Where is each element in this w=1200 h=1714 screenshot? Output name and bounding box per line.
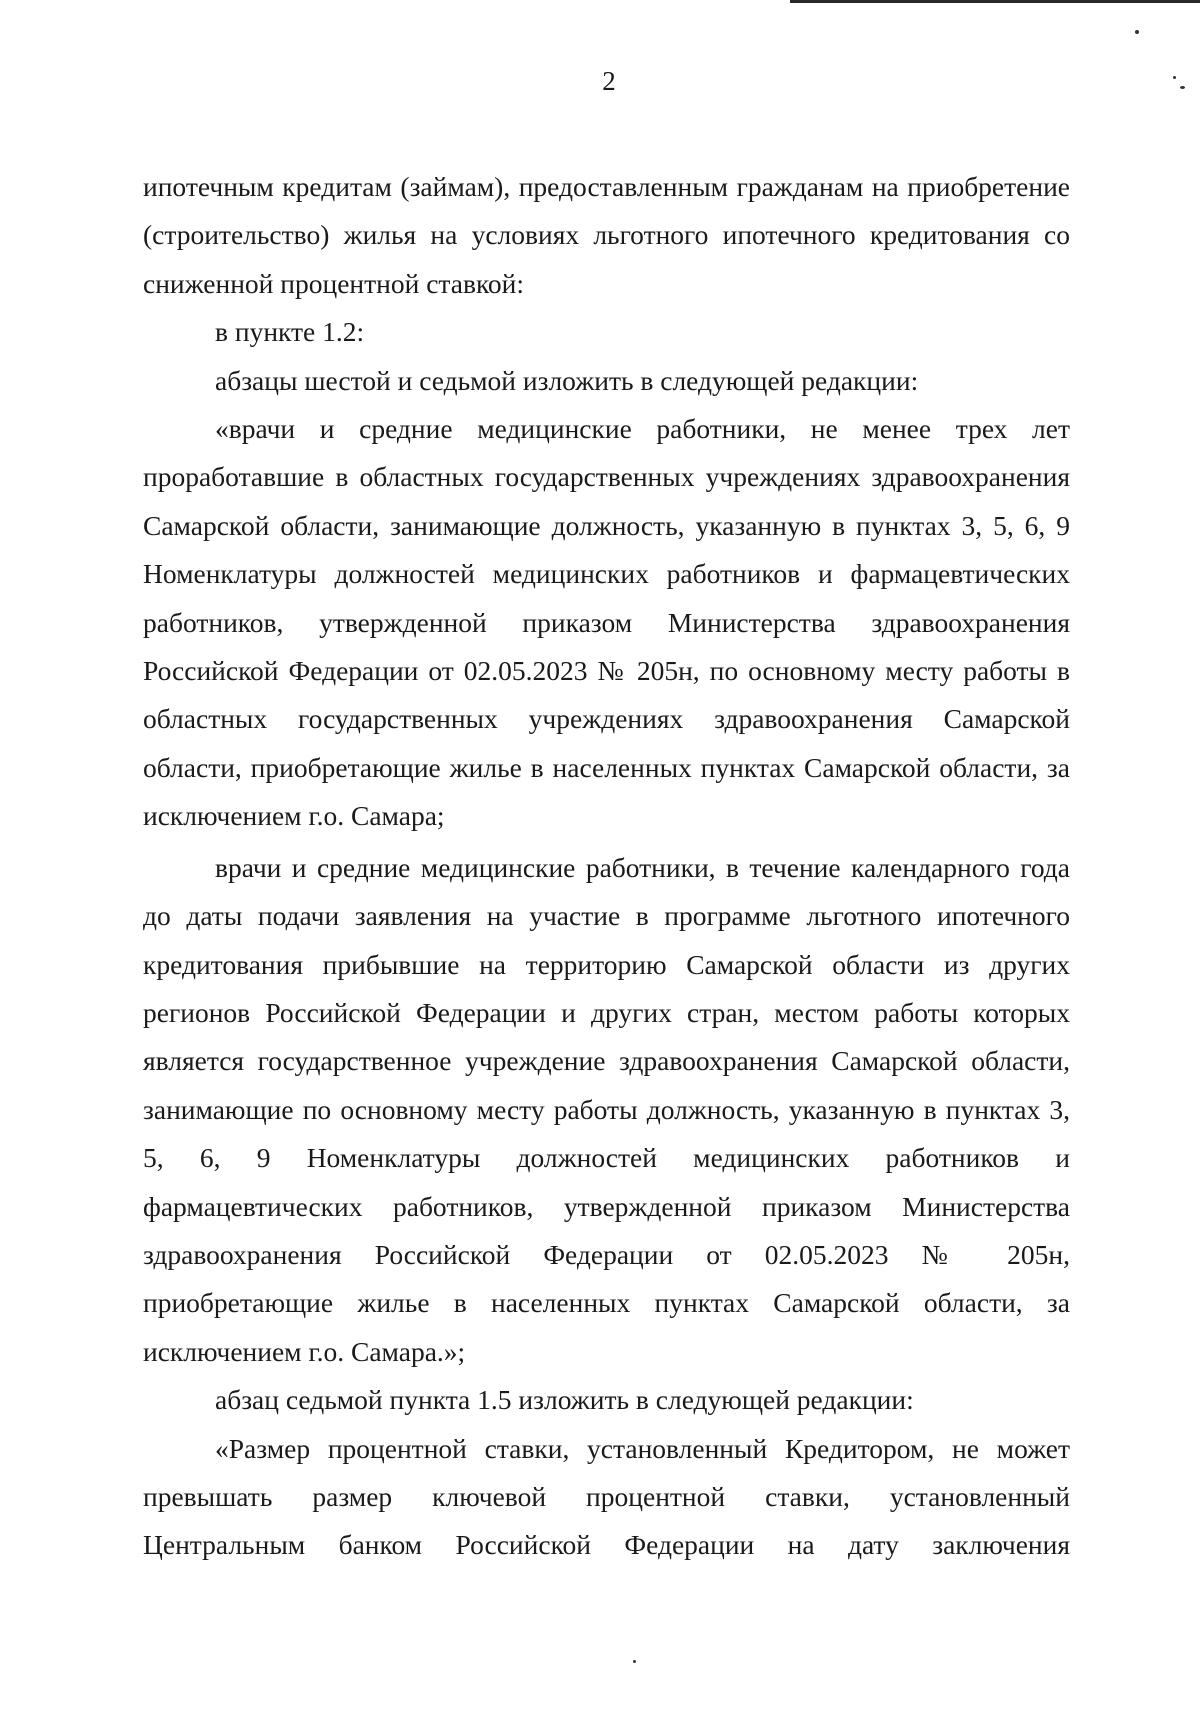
paragraph: «врачи и средние медицинские работники, не менее трех лет проработавшие в областных государственных учреждениях здравоохранения Самарской области, занимающие должность, указанную в пунктах 3, 5, 6, 9 Номенклатуры должностей медицинских работников и фармацевтических работников, утвержденной приказом Министерства здравоохранения Российской Федерации от 02.05.2023 № 205н, по основному месту работы в областных государственных учреждениях здравоохранения Самарской области, приобретающие жилье в населенных пунктах Самарской области, за исключением г.о. Самара; bbox=[143, 413, 1070, 832]
scan-speck bbox=[633, 1660, 636, 1663]
scan-top-edge-line bbox=[790, 0, 1200, 3]
document-body bbox=[143, 163, 1070, 1570]
paragraph: в пункте 1.2: bbox=[215, 316, 365, 348]
page-number: 2 bbox=[602, 66, 616, 96]
paragraph: абзацы шестой и седьмой изложить в следующей редакции: bbox=[215, 364, 919, 396]
paragraph: ипотечным кредитам (займам), предоставленным гражданам на приобретение (строительство) жилья на условиях льготного ипотечного кредитования со сниженной процентной ставкой: bbox=[143, 171, 1070, 299]
paragraph: врачи и средние медицинские работники, в течение календарного года до даты подачи заявления на участие в программе льготного ипотечного кредитования прибывшие на территорию Самарской области из других регионов Российской Федерации и других стран, местом работы которых является государственное учреждение здравоохранения Самарской области, занимающие по основному месту работы должность, указанную в пунктах 3, 5, 6, 9 Номенклатуры должностей медицинских работников и фармацевтических работников, утвержденной приказом Министерства здравоохранения Российской Федерации от 02.05.2023 № 205н, приобретающие жилье в населенных пунктах Самарской области, за исключением г.о. Самара.»; bbox=[143, 851, 1070, 1367]
scan-speck bbox=[1135, 30, 1139, 34]
paragraph: абзац седьмой пункта 1.5 изложить в следующей редакции: bbox=[215, 1384, 914, 1416]
paragraph: «Размер процентной ставки, установленный Кредитором, не может превышать размер ключевой процентной ставки, установленный Центральным банком Российской Федерации на дату заключения bbox=[143, 1432, 1070, 1561]
